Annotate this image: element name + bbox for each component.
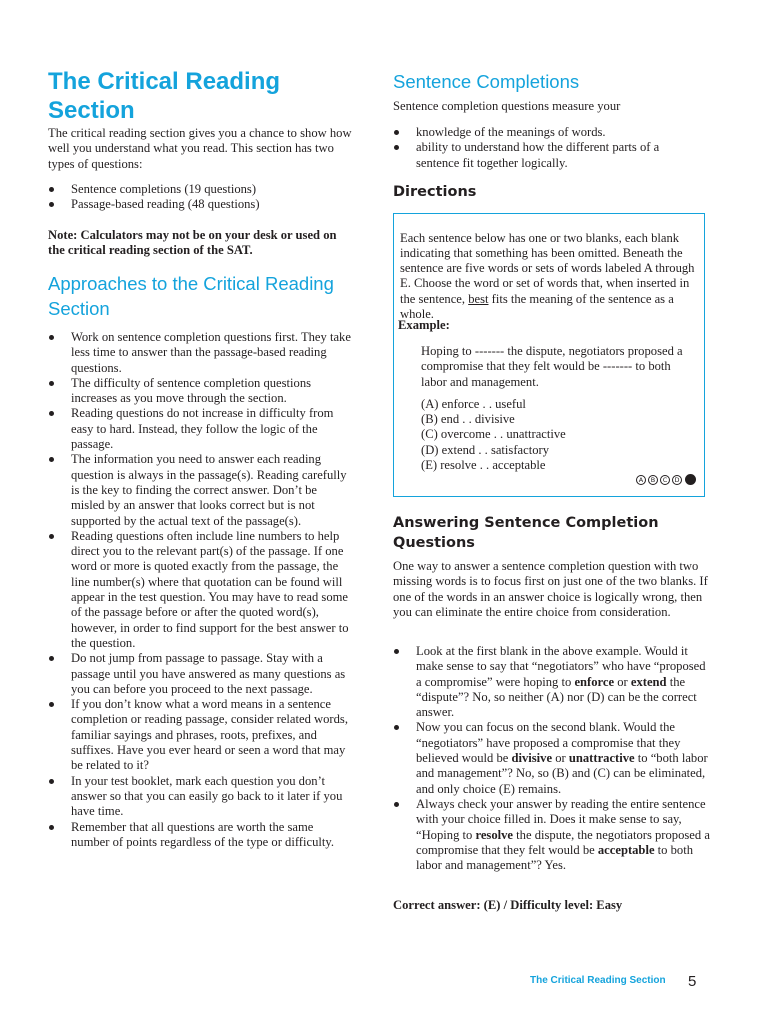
bullet-icon	[49, 779, 54, 784]
list-item: Sentence completions (19 questions)	[48, 182, 353, 197]
page-number: 5	[688, 973, 697, 990]
bullet-icon	[49, 457, 54, 462]
list-item: Reading questions often include line numbers to help direct you to the relevant part(s) of the passage. If one word or more is quoted exactly from the passage, the line number(s) where that quotation can be found will appear in the test question. You may have to read some of the passage before or after the quoted word(s), however, in order to find support for the best answer to the question.	[48, 529, 353, 651]
bullet-icon	[394, 130, 399, 135]
bullet-icon	[49, 187, 54, 192]
bubble-e-filled-icon	[685, 474, 696, 485]
answering-intro: One way to answer a sentence completion question with two missing words is to focus first on just one of the two blanks. If one of the words in an answer choice is logically wrong, then you can eliminate the entire choice from consideration.	[393, 559, 708, 619]
answer-option: (E) resolve . . acceptable	[421, 457, 546, 472]
question-types-list	[48, 182, 353, 213]
list-item: Remember that all questions are worth the same number of points regardless of the type or difficulty.	[48, 820, 353, 851]
page-title-line2: Section	[48, 97, 135, 124]
list-item: Work on sentence completion questions first. They take less time to answer than the passage-based reading questions.	[48, 330, 353, 376]
intro-paragraph: The critical reading section gives you a chance to show how well you understand what you read. This section has two types of questions:	[48, 126, 352, 171]
approaches-list	[48, 330, 353, 850]
list-item: ability to understand how the different parts of a sentence fit together logically.	[393, 140, 710, 171]
example-question: Hoping to ------- the dispute, negotiators proposed a compromise that they felt would be ------- to both labor and management.	[421, 344, 683, 389]
sentence-completions-heading: Sentence Completions	[393, 71, 580, 92]
bullet-icon	[49, 656, 54, 661]
bullet-icon	[49, 411, 54, 416]
answer-bubbles	[636, 474, 696, 485]
bullet-icon	[49, 534, 54, 539]
answer-option: (D) extend . . satisfactory	[421, 442, 549, 457]
page-title-line1: The Critical Reading	[48, 68, 281, 95]
directions-heading: Directions	[393, 184, 477, 200]
example-label: Example:	[398, 318, 450, 332]
list-item: knowledge of the meanings of words.	[393, 125, 710, 140]
bullet-icon	[49, 381, 54, 386]
list-item: Reading questions do not increase in difficulty from easy to hard. Instead, they follow the logic of the passage.	[48, 406, 353, 452]
list-item: Do not jump from passage to passage. Stay with a passage until you have answered as many questions as you can before you proceed to the next passage.	[48, 651, 353, 697]
answer-option: (A) enforce . . useful	[421, 397, 526, 411]
bubble-d-icon: D	[672, 475, 682, 485]
list-item: If you don’t know what a word means in a sentence completion or reading passage, consider related words, familiar sayings and phrases, roots, prefixes, and suffixes. Have you ever heard or seen a word that may be related to it?	[48, 697, 353, 773]
emphasis-best: best	[468, 291, 489, 306]
directions-text: Each sentence below has one or two blanks, each blank indicating that something has been omitted. Beneath the sentence are five words or sets of words labeled A through E. Choose the word or set of words that, when inserted in the sentence, best fits the meaning of the sentence as a whole.	[400, 230, 695, 322]
list-item: The difficulty of sentence completion questions increases as you move through the section.	[48, 376, 353, 407]
list-item: Passage-based reading (48 questions)	[48, 197, 353, 212]
list-item: In your test booklet, mark each question you don’t answer so that you can easily go back to it later if you have time.	[48, 774, 353, 820]
approaches-heading: Approaches to the Critical Reading Section	[48, 273, 334, 319]
list-item: Now you can focus on the second blank. Would the “negotiators” have proposed a compromise that they believed would be divisive or unattractive to “both labor and management”? No, so (B) and (C) can be eliminated, and only choice (E) remains.	[393, 720, 710, 796]
directions-box	[393, 213, 705, 497]
correct-answer: Correct answer: (E) / Difficulty level: Easy	[393, 898, 623, 912]
answering-heading: Answering Sentence Completion Questions	[393, 515, 659, 551]
bullet-icon	[394, 649, 399, 654]
bullet-icon	[394, 145, 399, 150]
answer-options	[421, 397, 566, 473]
sc-list	[393, 125, 710, 171]
bullet-icon	[394, 725, 399, 730]
bullet-icon	[49, 335, 54, 340]
answer-option: (C) overcome . . unattractive	[421, 427, 566, 442]
page-title	[48, 67, 280, 125]
bubble-b-icon: B	[648, 475, 658, 485]
bubble-c-icon: C	[660, 475, 670, 485]
bullet-icon	[49, 825, 54, 830]
list-item: Always check your answer by reading the entire sentence with your choice filled in. Does it make sense to say, “Hoping to resolve the dispute, the negotiators proposed a compromise that they felt would be acceptable to both labor and management”? Yes.	[393, 797, 710, 873]
bullet-icon	[49, 202, 54, 207]
footer-section-name: The Critical Reading Section	[530, 975, 666, 986]
bubble-a-icon: A	[636, 475, 646, 485]
calculator-note: Note: Calculators may not be on your desk or used on the critical reading section of the SAT.	[48, 228, 337, 258]
bullet-icon	[49, 702, 54, 707]
list-item: The information you need to answer each reading question is always in the passage(s). Reading carefully is the key to finding the correct answer. Don’t be misled by an answer that looks correct but is not supported by the actual text of the passage(s).	[48, 452, 353, 528]
answering-list	[393, 644, 710, 873]
sc-intro: Sentence completion questions measure your	[393, 99, 621, 113]
list-item: Look at the first blank in the above example. Would it make sense to say that “negotiators” who have “proposed a compromise” were hoping to enforce or extend the “dispute”? No, so neither (A) nor (D) can be the correct answer.	[393, 644, 710, 720]
answer-option: (B) end . . divisive	[421, 412, 515, 427]
bullet-icon	[394, 802, 399, 807]
